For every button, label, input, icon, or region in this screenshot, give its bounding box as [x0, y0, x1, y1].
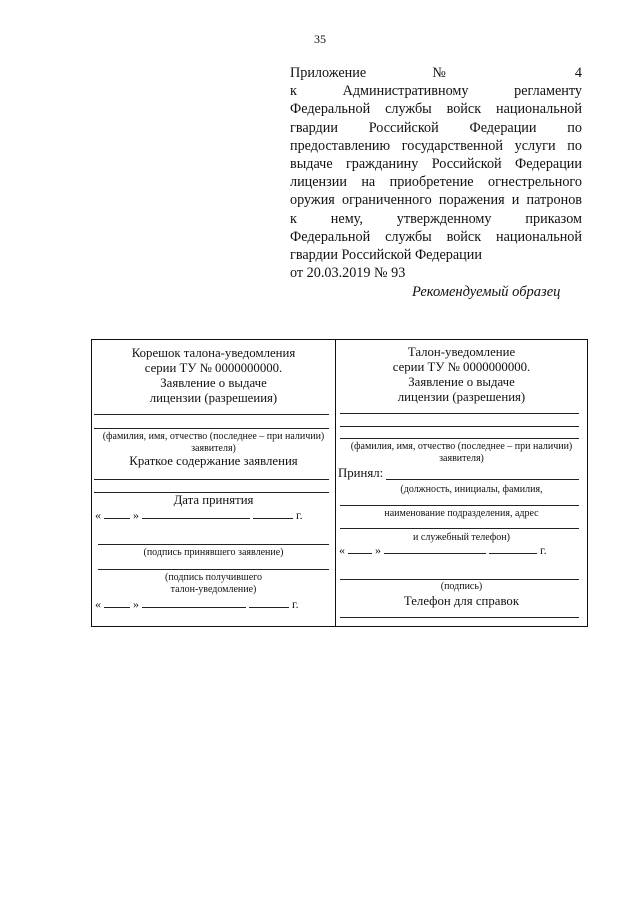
talon-title-line: Заявление о выдаче — [408, 375, 515, 389]
talon-title-line: Талон-уведомление — [407, 345, 516, 359]
signature-line — [98, 544, 329, 545]
year-blank — [489, 543, 537, 554]
year-suffix: г. — [540, 543, 547, 557]
recommended-sample-label: Рекомендуемый образец — [412, 284, 561, 300]
appendix-line: к Административному регламенту — [290, 83, 582, 100]
quote-close: » — [375, 543, 381, 557]
talon-title-line: лицензии (разрешения) — [397, 390, 526, 404]
day-blank — [348, 543, 372, 554]
appendix-line: гвардии Российской Федерации — [290, 247, 482, 264]
quote-open: « — [95, 597, 101, 611]
date-received-field[interactable] — [95, 597, 299, 612]
talon-title — [336, 345, 587, 405]
fio-line — [94, 428, 329, 429]
position-caption: (должность, инициалы, фамилия, — [400, 484, 543, 495]
appendix-line: оружия ограниченного поражения и патронов — [290, 192, 582, 209]
appendix-line: выдаче гражданину Российской Федерации — [290, 156, 582, 173]
stub-title-line: серии ТУ № 0000000000. — [144, 361, 283, 375]
summary-label: Краткое содержание заявления — [129, 454, 298, 468]
phone-caption: и служебный телефон) — [413, 532, 510, 543]
accepted-line — [386, 479, 579, 480]
quote-close: » — [133, 597, 139, 611]
quote-open: « — [339, 543, 345, 557]
stub-title-line: Корешок талона-уведомления — [131, 346, 296, 360]
notification-form — [91, 339, 588, 627]
appendix-line: Приложение № 4 — [290, 65, 582, 81]
appendix-line: лицензии на приобретение огнестрельного — [290, 174, 582, 191]
department-caption: наименование подразделения, адрес — [384, 508, 539, 519]
stub-title-line: Заявление о выдаче — [160, 376, 267, 390]
quote-close: » — [133, 508, 139, 522]
phone-inquiry-line — [340, 617, 579, 618]
date-accepted-field[interactable] — [95, 508, 303, 523]
talon-signature-line — [340, 579, 579, 580]
page-number: 35 — [314, 32, 326, 46]
appendix-line: Федеральной службы войск национальной — [290, 101, 582, 118]
stub-title-line: лицензии (разрешеиия) — [149, 391, 278, 405]
fio-line — [94, 414, 329, 415]
fio-caption-line: (фамилия, имя, отчество (последнее – при наличии) — [102, 431, 325, 442]
year-suffix: г. — [296, 508, 303, 522]
stub-column — [92, 340, 336, 626]
quote-open: « — [95, 508, 101, 522]
recipient-signature-line — [98, 569, 329, 570]
year-suffix: г. — [292, 597, 299, 611]
signature-caption: (подпись принявшего заявление) — [143, 547, 284, 558]
fio-line — [340, 413, 579, 414]
accepted-label: Принял: — [338, 466, 384, 480]
fio-line — [340, 438, 579, 439]
talon-title-line: серии ТУ № 0000000000. — [392, 360, 531, 374]
appendix-line: предоставлению государственной услуги по — [290, 137, 582, 154]
recipient-caption — [92, 572, 335, 595]
day-blank — [104, 508, 130, 519]
appendix-line: от 20.03.2019 № 93 — [290, 265, 406, 282]
day-blank — [104, 597, 130, 608]
year-blank — [249, 597, 289, 608]
recipient-caption-line: (подпись получившего — [165, 572, 262, 583]
month-blank — [384, 543, 486, 554]
stub-title — [92, 346, 335, 406]
department-line — [340, 505, 579, 506]
appendix-line: гвардии Российской Федерации по — [290, 119, 582, 136]
month-blank — [142, 508, 250, 519]
appendix-line: Федеральной службы войск национальной — [290, 228, 582, 245]
recipient-caption-line: талон-уведомление) — [170, 583, 257, 595]
fio-caption-line: (фамилия, имя, отчество (последнее – при наличии) — [350, 441, 573, 452]
date-accepted-label: Дата принятия — [173, 493, 254, 507]
talon-column — [336, 340, 587, 626]
summary-line — [94, 479, 329, 480]
fio-caption — [92, 431, 335, 454]
phone-line — [340, 528, 579, 529]
month-blank — [142, 597, 246, 608]
appendix-line: к нему, утвержденному приказом — [290, 210, 582, 227]
fio-line — [340, 426, 579, 427]
year-blank — [253, 508, 293, 519]
fio-caption-line: заявителя) — [439, 452, 484, 464]
talon-signature-caption: (подпись) — [440, 581, 483, 592]
fio-caption — [336, 441, 587, 464]
phone-inquiry-label: Телефон для справок — [403, 594, 520, 608]
talon-date-field[interactable] — [339, 543, 547, 558]
fio-caption-line: заявителя) — [191, 442, 236, 454]
appendix-header — [290, 64, 582, 282]
